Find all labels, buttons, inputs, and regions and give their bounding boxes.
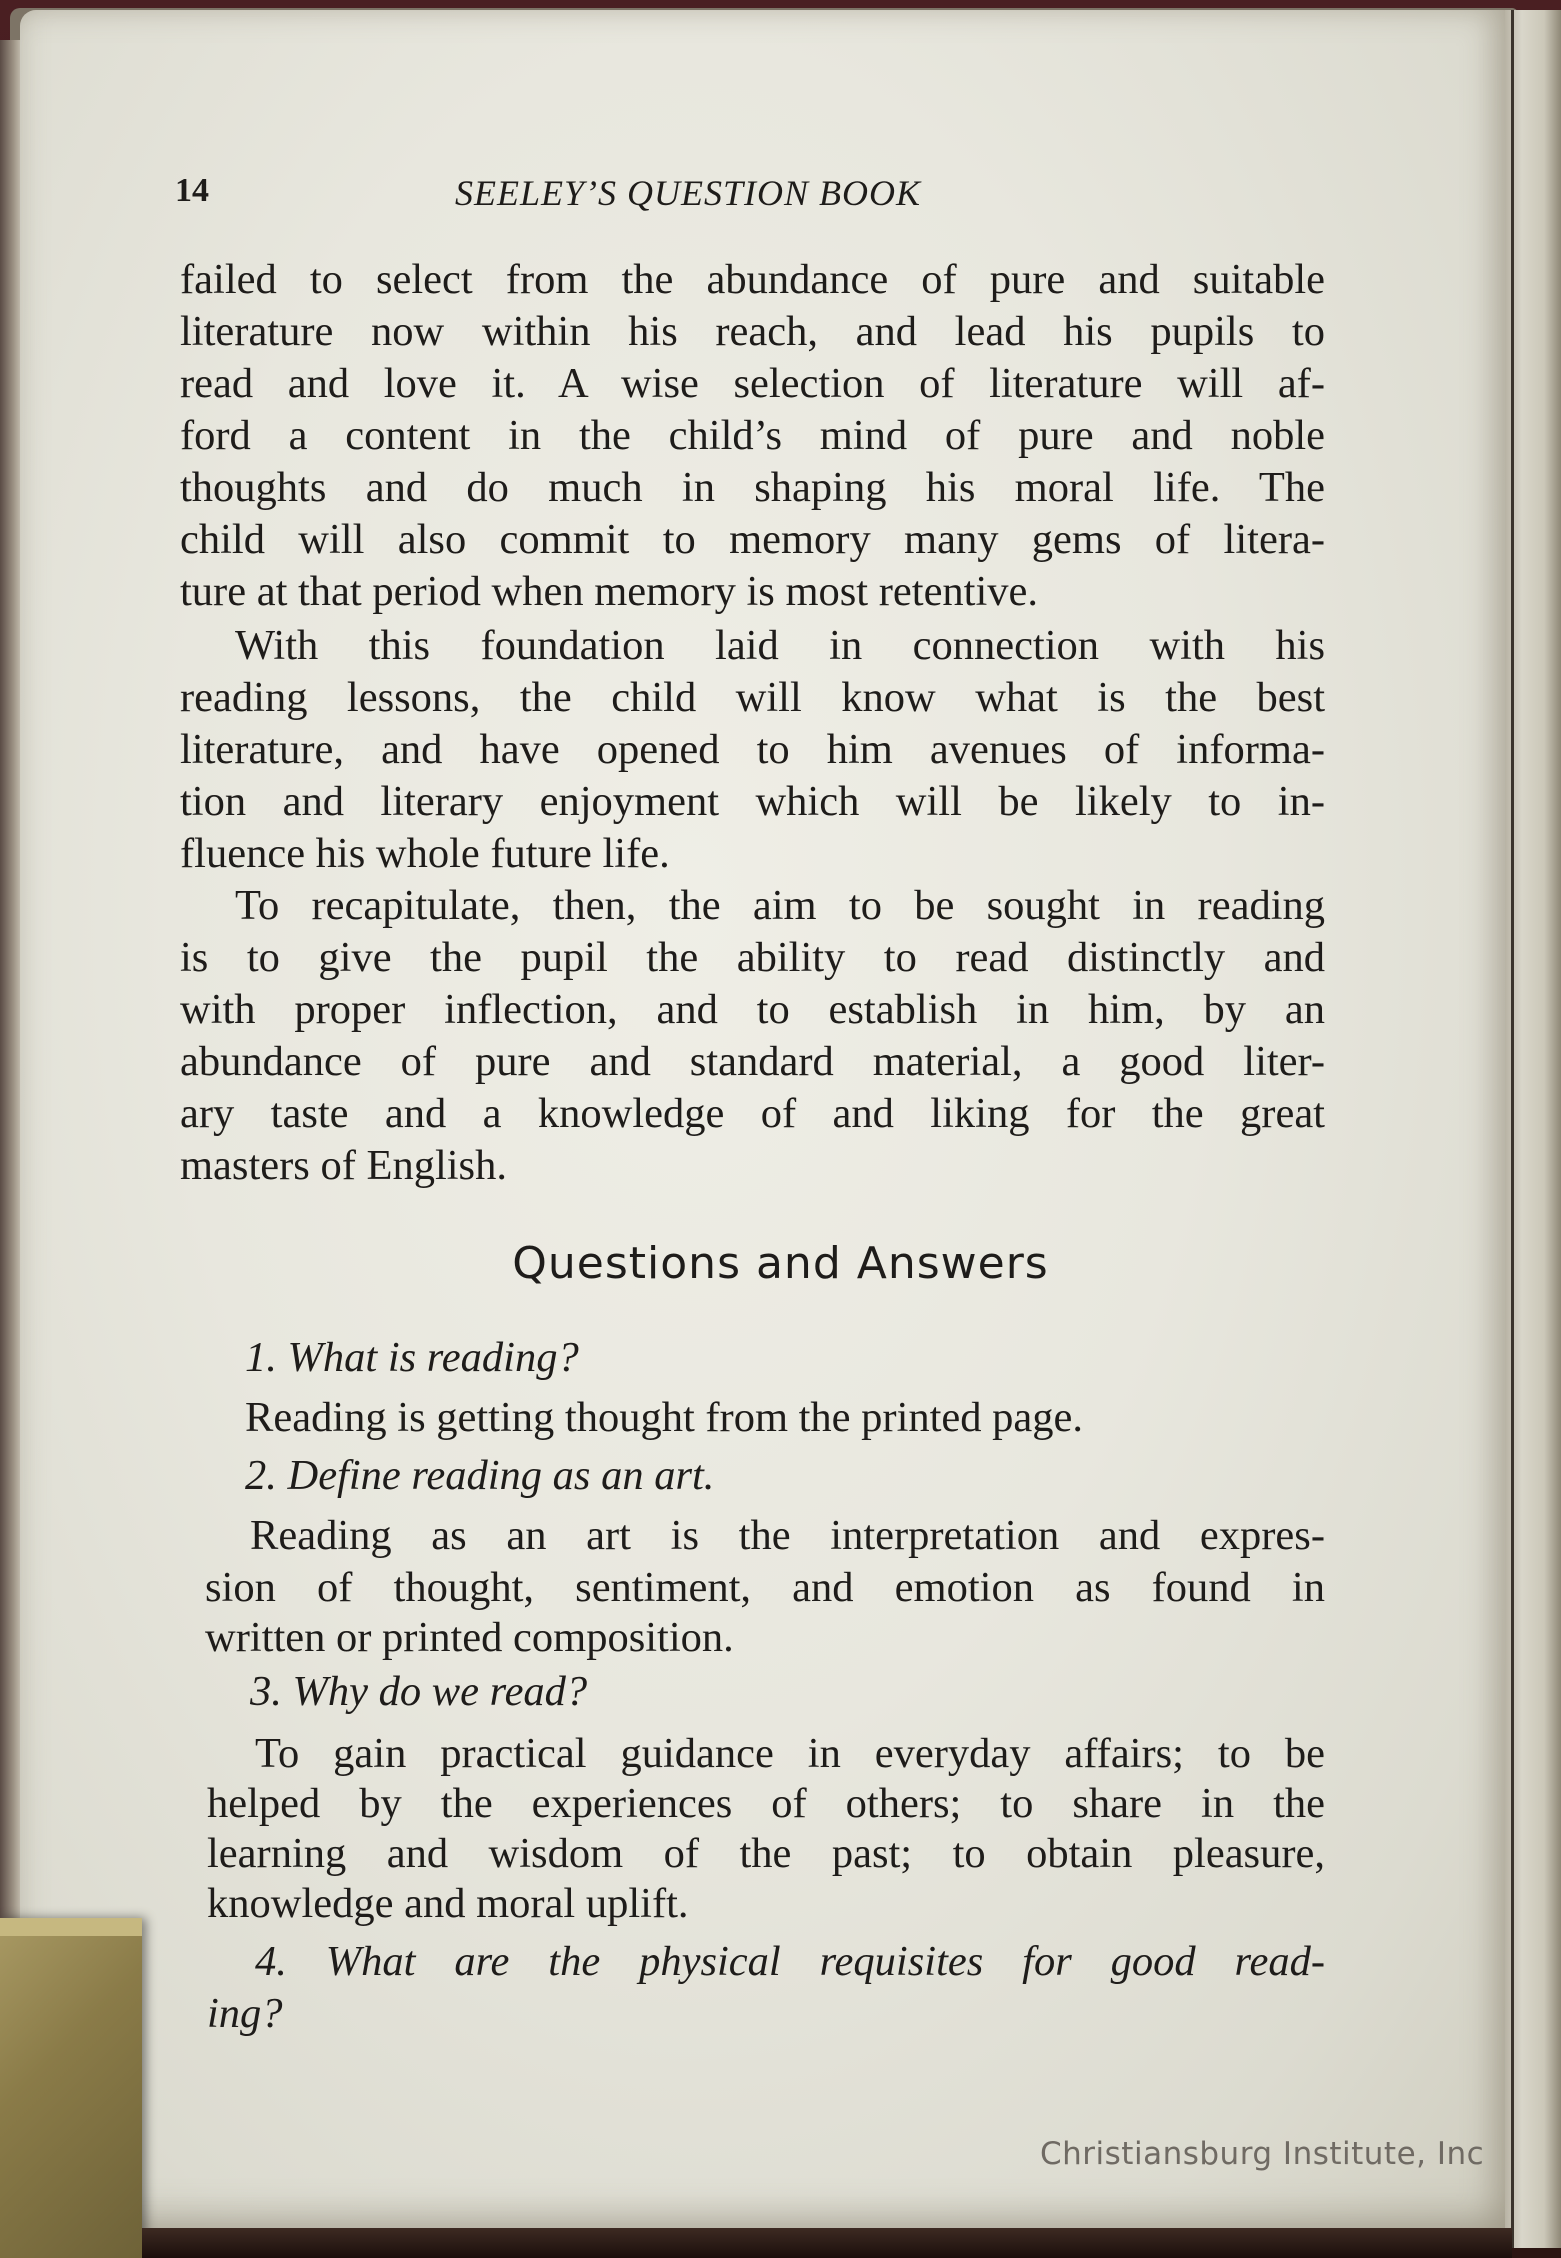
text-line: literature now within his reach, and lead his pupils to [180, 308, 1325, 355]
answer-3-line: learning and wisdom of the past; to obtain pleasure, [207, 1830, 1325, 1877]
running-title: SEELEY’S QUESTION BOOK [455, 173, 922, 213]
text-line: ture at that period when memory is most retentive. [180, 568, 1039, 615]
answer-3-line: knowledge and moral uplift. [207, 1880, 689, 1927]
question-4-line: 4. What are the physical requisites for good read- [255, 1938, 1325, 1985]
text-line: ford a content in the child’s mind of pure and noble [180, 412, 1325, 459]
question-3: 3. Why do we read? [250, 1668, 588, 1715]
text-line: with proper inflection, and to establish in him, by an [180, 986, 1325, 1033]
answer-3-line: helped by the experiences of others; to share in the [207, 1780, 1325, 1827]
page-number: 14 [175, 172, 209, 209]
answer-2-line: Reading as an art is the interpretation and expres- [250, 1512, 1325, 1559]
text-line: literature, and have opened to him avenues of informa- [180, 726, 1325, 773]
question-2: 2. Define reading as an art. [245, 1452, 715, 1499]
answer-3-line: To gain practical guidance in everyday affairs; to be [255, 1730, 1325, 1777]
text-line: child will also commit to memory many gems of litera- [180, 516, 1325, 563]
text-line: read and love it. A wise selection of literature will af- [180, 360, 1325, 407]
answer-1: Reading is getting thought from the printed page. [245, 1394, 1084, 1441]
text-line: With this foundation laid in connection with his [235, 622, 1325, 669]
answer-2-line: sion of thought, sentiment, and emotion as found in [205, 1564, 1325, 1611]
text-line: thoughts and do much in shaping his moral life. The [180, 464, 1325, 511]
text-line: ary taste and a knowledge of and liking for the great [180, 1090, 1325, 1137]
text-line: reading lessons, the child will know what is the best [180, 674, 1325, 721]
answer-2-line: written or printed composition. [205, 1614, 734, 1661]
text-line: is to give the pupil the ability to read distinctly and [180, 934, 1325, 981]
text-line: tion and literary enjoyment which will be likely to in- [180, 778, 1325, 825]
text-line: fluence his whole future life. [180, 830, 670, 877]
text-line: failed to select from the abundance of pure and suitable [180, 256, 1325, 303]
text-line: abundance of pure and standard material, a good liter- [180, 1038, 1325, 1085]
question-4-line: ing? [207, 1990, 283, 2037]
watermark: Christiansburg Institute, Inc [1040, 2136, 1485, 2172]
question-1: 1. What is reading? [245, 1334, 579, 1381]
running-header [0, 172, 1561, 216]
section-heading: Questions and Answers [512, 1238, 1049, 1289]
text-line: To recapitulate, then, the aim to be sought in reading [235, 882, 1325, 929]
text-line: masters of English. [180, 1142, 507, 1189]
